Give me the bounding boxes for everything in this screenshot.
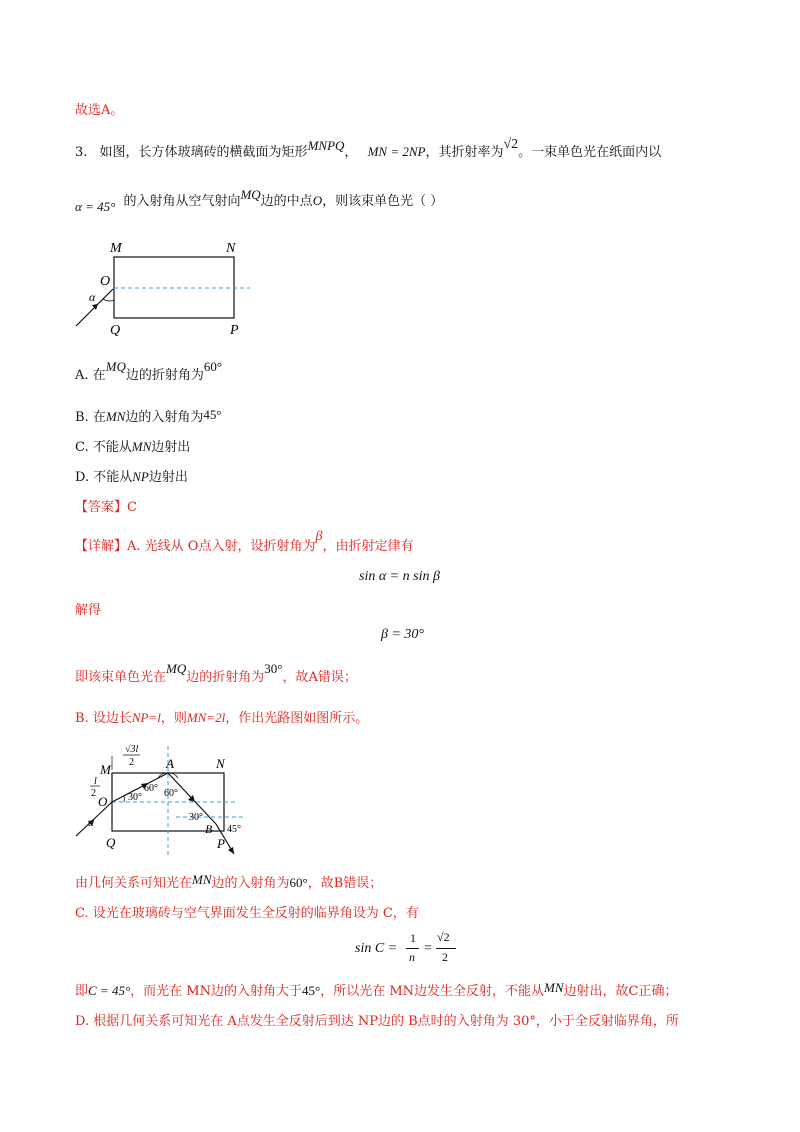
b-concl-text-c: ，故B错误；: [307, 876, 383, 891]
explanation-b-line: [75, 707, 368, 726]
explanation-a-conclusion: [75, 661, 357, 685]
beta-result: β = 30°: [381, 627, 425, 642]
option-a-symbol: MQ: [105, 359, 126, 374]
label-o: O: [100, 274, 111, 289]
option-b-symbol: MN: [105, 409, 126, 424]
a-concl-value: 30°: [264, 661, 283, 676]
ratio-expression: MN = 2NP: [367, 144, 426, 159]
left-frac-num: l: [94, 776, 97, 787]
a-concl-text-c: ，故A错误；: [282, 670, 357, 685]
angle-arc: [103, 299, 114, 301]
edge-mq: MQ: [240, 187, 261, 202]
c-concl-text-d: 边射出，故C正确；: [563, 984, 678, 999]
option-b-value: 45°: [203, 407, 222, 422]
answer-value: C: [127, 500, 137, 515]
eq3-num1: 1: [410, 931, 416, 945]
explanation-c-conclusion: [75, 980, 677, 999]
stem-sep: ，: [344, 145, 358, 160]
option-a: [75, 359, 223, 383]
label-q: Q: [110, 323, 121, 338]
b-text-a: B. 设边长: [75, 711, 132, 726]
label-n: N: [216, 756, 225, 771]
b-text-c: ，作出光路图如图所示。: [225, 711, 369, 726]
point-o: O: [312, 193, 323, 208]
label-a: A: [166, 756, 174, 771]
question-stem-line-2: [75, 187, 444, 214]
solve-label: 解得: [75, 603, 102, 618]
option-a-value: 60°: [203, 359, 223, 374]
option-b: [75, 406, 222, 425]
b-concl-text-b: 边的入射角为: [211, 876, 290, 891]
option-d-text: 边射出: [148, 470, 188, 485]
option-a-text: 边的折射角为: [125, 368, 204, 383]
answer-line: [75, 496, 137, 515]
option-d-prefix: D. 不能从: [75, 470, 133, 485]
label-m: M: [100, 762, 111, 777]
eq3-equals: =: [424, 941, 432, 956]
explanation-a-text: A. 光线从 O点入射，设折射角为: [127, 539, 316, 554]
b-concl-value: 60°: [289, 875, 308, 890]
angle-60-right-of-a: 60°: [164, 788, 178, 799]
b-concl-text-a: 由几何关系可知光在: [75, 876, 193, 891]
b-text-b: ，则: [160, 711, 187, 726]
explanation-b-conclusion: [75, 872, 382, 891]
option-c-symbol: MN: [131, 439, 152, 454]
eq3-bar1: [406, 948, 419, 949]
stem-text-2a: 的入射角从空气射向: [123, 194, 241, 209]
label-n: N: [226, 241, 236, 256]
b-concl-symbol: MN: [192, 872, 212, 887]
label-o: O: [98, 794, 108, 809]
label-alpha: α: [88, 817, 94, 829]
eq3-den1: n: [409, 950, 415, 964]
b-mn: MN=2l: [186, 710, 226, 725]
snell-equation: sin α = n sin β: [359, 569, 440, 584]
option-b-text: 边的入射角为: [125, 410, 204, 425]
stem-text-1a: 如图，长方体玻璃砖的横截面为矩形: [99, 145, 308, 160]
c-concl-value: 45°: [302, 983, 321, 998]
explanation-a-intro: [75, 529, 414, 555]
explanation-d-line: D. 根据几何关系可知光在 A点发生全反射后到达 NP边的 B点时的入射角为 30°，小于全反射临界角，所: [75, 1014, 679, 1029]
explanation-label: 【详解】: [75, 539, 128, 554]
label-m: M: [110, 241, 122, 256]
explanation-c-line: C. 设光在玻璃砖与空气界面发生全反射的临界角设为 C，有: [75, 906, 419, 921]
angle-30-at-b: 30°: [189, 812, 203, 823]
a-concl-text-b: 边的折射角为: [186, 670, 265, 685]
eq3-den2: 2: [442, 950, 448, 964]
stem-text-2c: ，则该束单色光（ ）: [322, 194, 444, 209]
label-p: P: [217, 836, 225, 851]
label-b: B: [205, 822, 213, 836]
option-d-symbol: NP: [132, 469, 149, 484]
rect-name: MNPQ: [307, 138, 345, 153]
eq3-num2: √2: [437, 930, 450, 944]
option-d: [75, 466, 188, 485]
question-number: 3.: [75, 145, 88, 160]
answer-label: 【答案】: [75, 500, 128, 515]
option-c-prefix: C. 不能从: [75, 440, 132, 455]
angle-45-at-b: 45°: [227, 824, 241, 835]
glass-brick-diagram: [68, 236, 268, 338]
angle-30-at-o: 30°: [128, 792, 142, 803]
stem-text-1b: ，其折射率为: [425, 145, 504, 160]
refractive-index: √2: [503, 137, 519, 152]
eq3-lhs: sin C =: [355, 941, 398, 956]
c-concl-text-c: ，所以光在 MN边发生全反射，不能从: [320, 984, 545, 999]
option-a-prefix: A. 在: [75, 368, 106, 383]
stem-text-2b: 边的中点: [260, 194, 313, 209]
explanation-a-text-b: ，由折射定律有: [322, 539, 414, 554]
stem-text-1c: 。一束单色光在纸面内以: [518, 145, 662, 160]
a-concl-text-a: 即该束单色光在: [75, 670, 167, 685]
option-b-prefix: B. 在: [75, 410, 106, 425]
option-c: [75, 436, 190, 455]
option-c-text: 边射出: [151, 440, 191, 455]
c-concl-text-a: 即: [75, 984, 89, 999]
light-path-diagram: [68, 740, 258, 860]
label-p: P: [230, 323, 239, 338]
angle-60-left-of-a: 60°: [144, 783, 158, 794]
b-np: NP=l: [131, 710, 161, 725]
top-frac-den: 2: [129, 757, 134, 768]
a-concl-symbol: MQ: [166, 661, 187, 676]
label-alpha: α: [89, 290, 96, 304]
previous-answer-conclusion: 故选A。: [75, 103, 124, 118]
question-stem-line-1: [75, 137, 662, 161]
c-concl-symbol: MN: [544, 980, 564, 995]
top-frac-num: √3l: [125, 744, 139, 755]
eq3-bar2: [436, 948, 456, 949]
left-frac-den: 2: [91, 788, 96, 799]
beta-symbol: β: [315, 529, 323, 544]
incidence-angle-eq: α = 45°: [75, 199, 116, 214]
c-concl-eq: C = 45°: [88, 983, 131, 998]
c-concl-text-b: ，而光在 MN边的入射角大于: [130, 984, 302, 999]
label-q: Q: [106, 835, 116, 850]
